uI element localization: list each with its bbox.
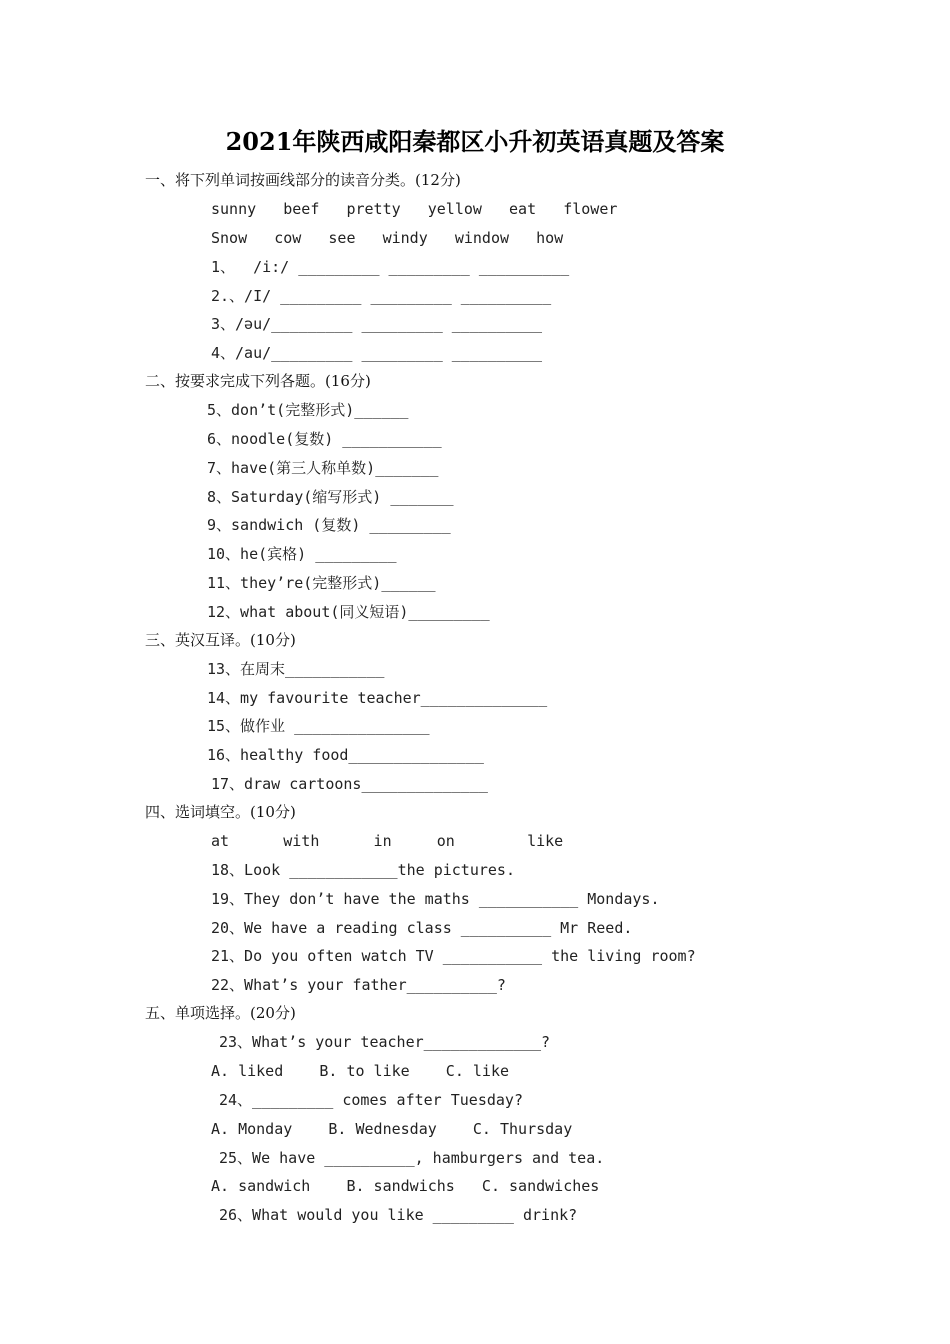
- question-10: 10、he(宾格) _________: [207, 545, 397, 563]
- section-1-heading: 一、将下列单词按画线部分的读音分类。(12分): [145, 171, 461, 189]
- question-6: 6、noodle(复数) ___________: [207, 430, 442, 448]
- question-15: 15、做作业 _______________: [207, 717, 430, 735]
- question-7: 7、have(第三人称单数)_______: [207, 459, 439, 477]
- question-21: 21、Do you often watch TV ___________ the living room?: [211, 947, 696, 965]
- question-4: 4、/au/_________ _________ __________: [211, 344, 543, 362]
- word-list-row-1: sunny beef pretty yellow eat flower: [211, 200, 618, 218]
- question-25: 25、We have __________, hamburgers and tea.: [219, 1149, 605, 1167]
- section-4-heading: 四、选词填空。(10分): [145, 803, 296, 821]
- question-20: 20、We have a reading class __________ Mr Reed.: [211, 919, 633, 937]
- question-9: 9、sandwich (复数) _________: [207, 516, 451, 534]
- question-16: 16、healthy food_______________: [207, 746, 484, 764]
- question-1: 1、 /i:/ _________ _________ __________: [211, 258, 570, 276]
- section-3-heading: 三、英汉互译。(10分): [145, 631, 296, 649]
- question-3: 3、/əu/_________ _________ __________: [211, 315, 543, 333]
- answer-choices-25: A. sandwich B. sandwichs C. sandwiches: [211, 1177, 600, 1195]
- question-24: 24、_________ comes after Tuesday?: [219, 1091, 523, 1109]
- question-26: 26、What would you like _________ drink?: [219, 1206, 578, 1224]
- question-13: 13、在周末___________: [207, 660, 385, 678]
- question-2: 2.、/I/ _________ _________ __________: [211, 287, 552, 305]
- question-12: 12、what about(同义短语)_________: [207, 603, 490, 621]
- question-22: 22、What’s your father__________?: [211, 976, 506, 994]
- word-options: at with in on like: [211, 832, 564, 850]
- section-5-heading: 五、单项选择。(20分): [145, 1004, 296, 1022]
- question-14: 14、my favourite teacher______________: [207, 689, 548, 707]
- answer-choices-24: A. Monday B. Wednesday C. Thursday: [211, 1120, 573, 1138]
- question-11: 11、they’re(完整形式)______: [207, 574, 436, 592]
- question-18: 18、Look ____________the pictures.: [211, 861, 515, 879]
- word-list-row-2: Snow cow see windy window how: [211, 229, 564, 247]
- answer-choices-23: A. liked B. to like C. like: [211, 1062, 510, 1080]
- question-17: 17、draw cartoons______________: [211, 775, 488, 793]
- page-title: 2021年陕西咸阳秦都区小升初英语真题及答案: [225, 127, 725, 156]
- question-8: 8、Saturday(缩写形式) _______: [207, 488, 454, 506]
- question-5: 5、don’t(完整形式)______: [207, 401, 409, 419]
- section-2-heading: 二、按要求完成下列各题。(16分): [145, 372, 371, 390]
- question-23: 23、What’s your teacher_____________?: [219, 1033, 551, 1051]
- question-19: 19、They don’t have the maths ___________ Mondays.: [211, 890, 660, 908]
